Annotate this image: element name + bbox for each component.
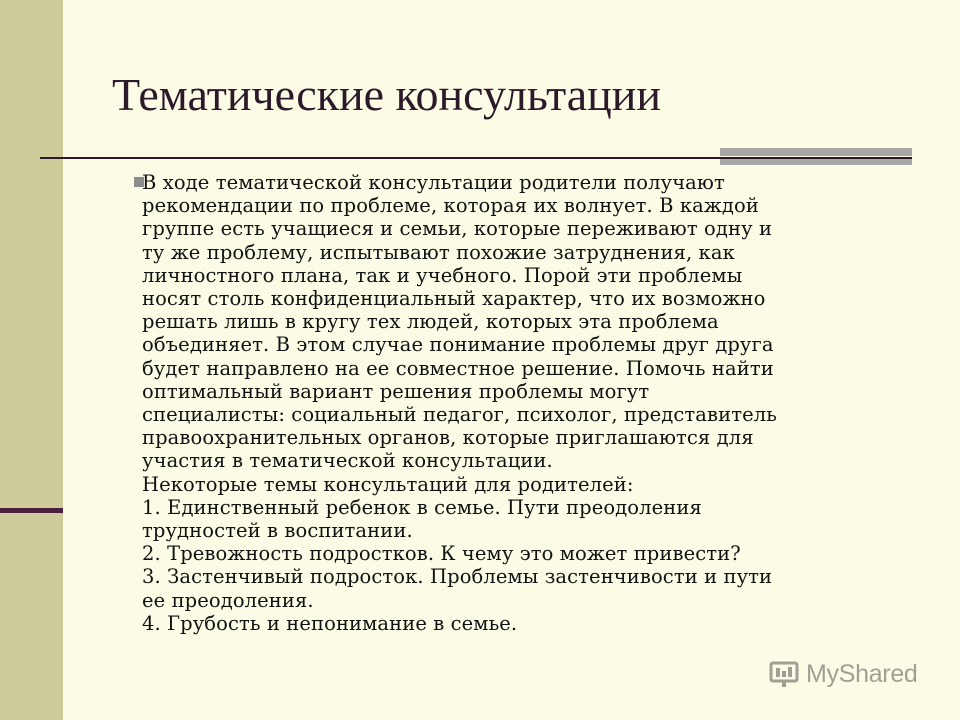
body-line: будет направлено на ее совместное решение. Помочь найти <box>142 356 774 380</box>
title-accent-bar-lower <box>720 159 912 165</box>
body-line: объединяет. В этом случае понимание проблемы друг друга <box>142 333 774 357</box>
body-line: рекомендации по проблеме, которая их волнует. В каждой <box>142 194 759 218</box>
body-line: участия в тематической консультации. <box>142 449 553 473</box>
presentation-icon <box>768 658 800 690</box>
topics-heading: Некоторые темы консультаций для родителей: <box>142 472 634 496</box>
body-line: носят столь конфиденциальный характер, что их возможно <box>142 287 766 311</box>
watermark-text: MyShared <box>806 659 918 688</box>
myshared-watermark <box>768 656 918 692</box>
side-accent-rule <box>0 508 63 513</box>
topic-item: 4. Грубость и непонимание в семье. <box>142 611 518 635</box>
body-line: решать лишь в кругу тех людей, которых эта проблема <box>142 310 719 334</box>
body-line: оптимальный вариант решения проблемы могут <box>142 379 650 403</box>
body-line: В ходе тематической консультации родители получают <box>142 171 725 194</box>
topic-item: 2. Тревожность подростков. К чему это может привести? <box>142 542 741 566</box>
title-accent-bar <box>720 148 912 156</box>
topic-item: 3. Застенчивый подросток. Проблемы застенчивости и пути <box>142 565 773 589</box>
body-line: личностного плана, так и учебного. Порой эти проблемы <box>142 263 743 287</box>
side-stripe <box>0 0 63 720</box>
body-line: специалисты: социальный педагог, психолог, представитель <box>142 403 777 427</box>
body-line: группе есть учащиеся и семьи, которые переживают одну и <box>142 217 773 241</box>
body-line: ту же проблему, испытывают похожие затруднения, как <box>142 240 735 264</box>
slide-title: Тематические консультации <box>112 69 662 120</box>
topic-item: 1. Единственный ребенок в семье. Пути преодоления <box>142 495 702 519</box>
slide-body <box>142 171 902 635</box>
topic-item: трудностей в воспитании. <box>142 519 413 543</box>
topic-item: ее преодоления. <box>142 588 314 612</box>
body-line: правоохранительных органов, которые приглашаются для <box>142 426 754 450</box>
